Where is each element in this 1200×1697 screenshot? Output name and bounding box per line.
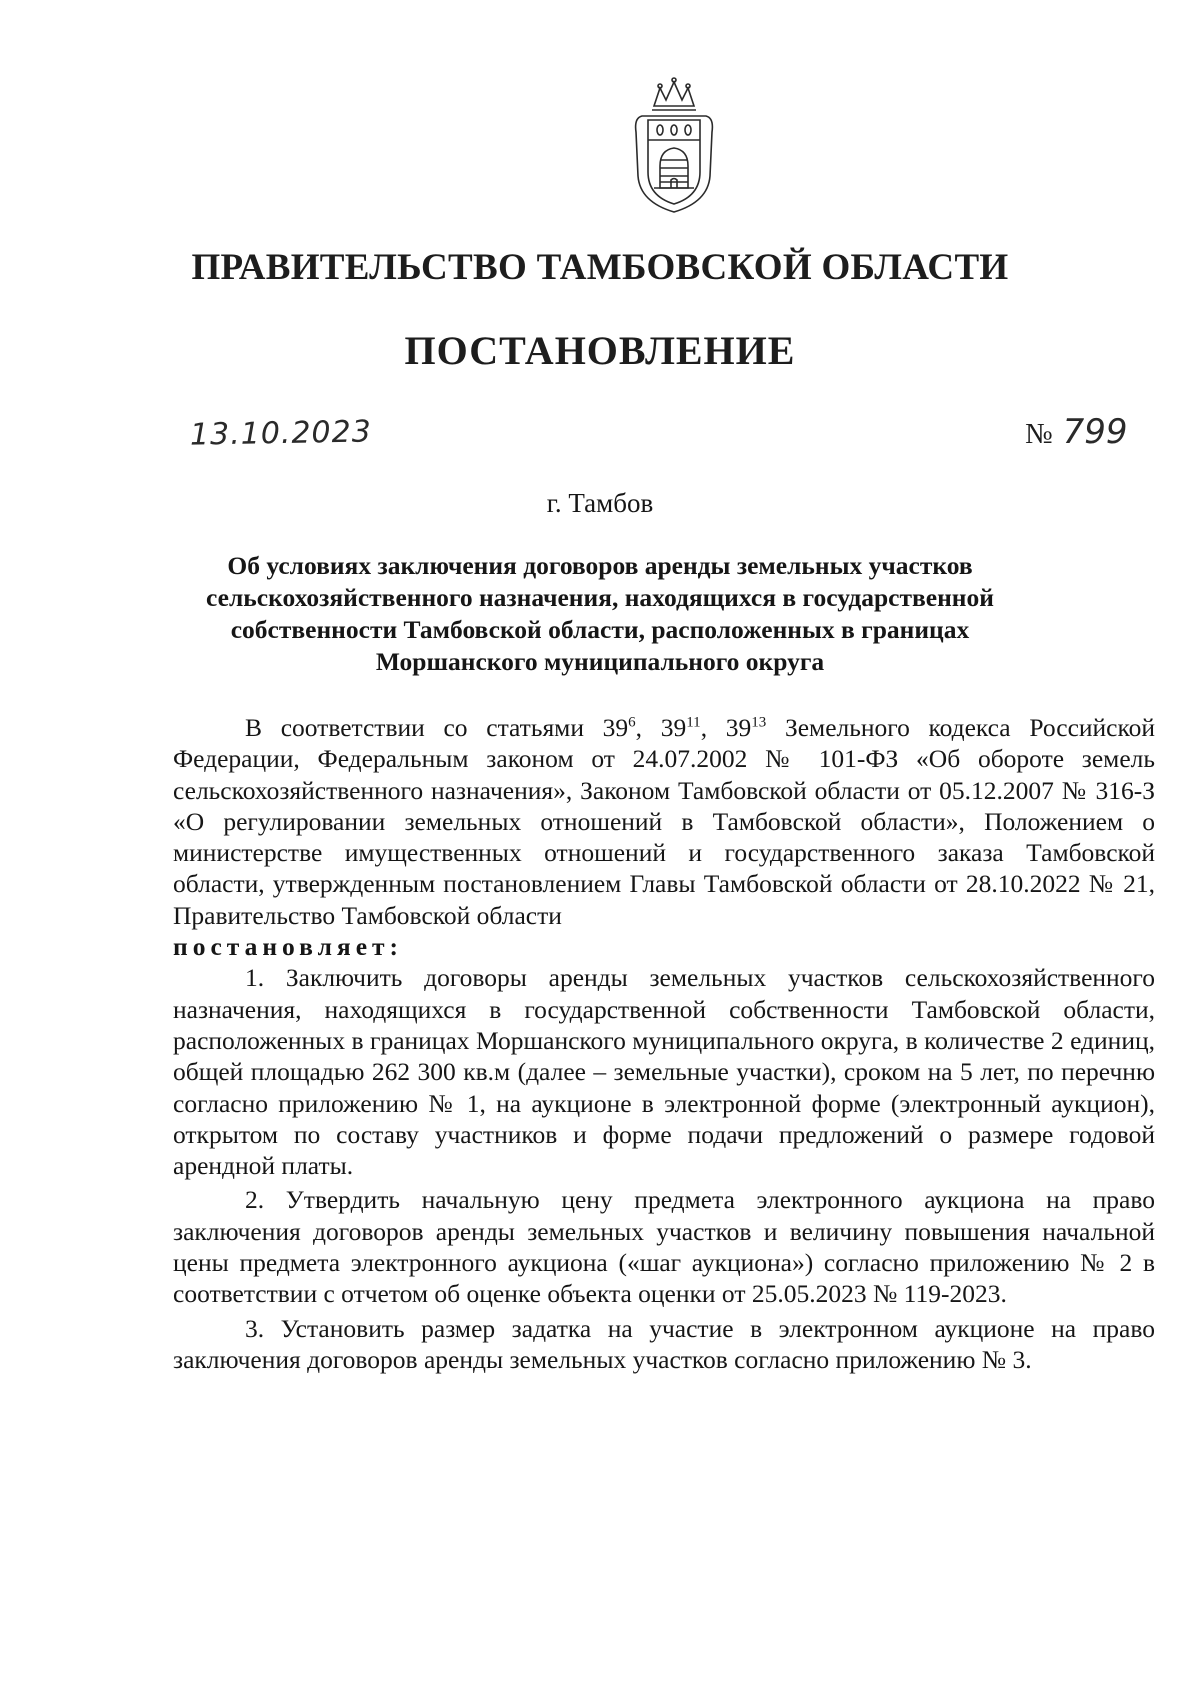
preamble-text: Земельного кодекса Российской Федерации, Федеральным законом от 24.07.2002 № 101-ФЗ «Об обороте земель сельскохозяйственного назначения», Законом Тамбовской области от 05.12.2007 № 316-З «О регулировании земельных отношений в Тамбовской области», Положением о министерстве имущественных отношений и государственного заказа Тамбовской области, утвержденным постановлением Главы Тамбовской области от 28.10.2022 № 21, Правительство Тамбовской области [173,713,1155,930]
document-date: 13.10.2023 [189,414,373,453]
article-superscript: 6 [628,714,636,731]
resolves-line [173,931,1155,962]
item-paragraph: 3. Установить размер задатка на участие в электронном аукционе на право заключения договоров аренды земельных участков согласно приложению № 3. [173,1313,1155,1374]
document-subject [200,550,1000,678]
coat-of-arms-emblem [624,76,724,216]
subject-line: собственности Тамбовской области, расположенных в границах [230,615,970,644]
number-sign: № [1025,418,1053,450]
article-superscript: 13 [751,714,767,731]
preamble-text: , 39 [700,713,752,742]
subject-line: Моршанского муниципального округа [375,647,825,676]
resolves-word: постановляет: [173,932,404,962]
city-label: г. Тамбов [546,488,654,518]
preamble-text: В соответствии со статьями 39 [245,713,629,742]
document-number-value: 799 [1062,412,1128,452]
document-body [173,712,1155,1375]
subject-line: сельскохозяйственного назначения, находящихся в государственной [206,583,994,612]
preamble-paragraph [173,712,1155,931]
preamble-text: , 39 [635,713,687,742]
document-type-heading: ПОСТАНОВЛЕНИЕ [404,328,796,373]
subject-line: Об условиях заключения договоров аренды земельных участков [227,551,973,580]
document-number [1025,412,1128,452]
item-paragraph: 1. Заключить договоры аренды земельных участков сельскохозяйственного назначения, находящихся в государственной собственности Тамбовской области, расположенных в границах Моршанского муниципального округа, в количестве 2 единиц, общей площадью 262 300 кв.м (далее – земельные участки), сроком на 5 лет, по перечню согласно приложению № 1, на аукционе в электронной форме (электронный аукцион), открытом по составу участников и форме подачи предложений о размере годовой арендной платы. [173,963,1155,1181]
organization-title: ПРАВИТЕЛЬСТВО ТАМБОВСКОЙ ОБЛАСТИ [191,247,1009,288]
article-superscript: 11 [686,714,701,731]
item-paragraph: 2. Утвердить начальную цену предмета электронного аукциона на право заключения договоров аренды земельных участков и величину повышения начальной цены предмета электронного аукциона («шаг аукциона») согласно приложению № 2 в соответствии с отчетом об оценке объекта оценки от 25.05.2023 № 119-2023. [173,1185,1155,1309]
